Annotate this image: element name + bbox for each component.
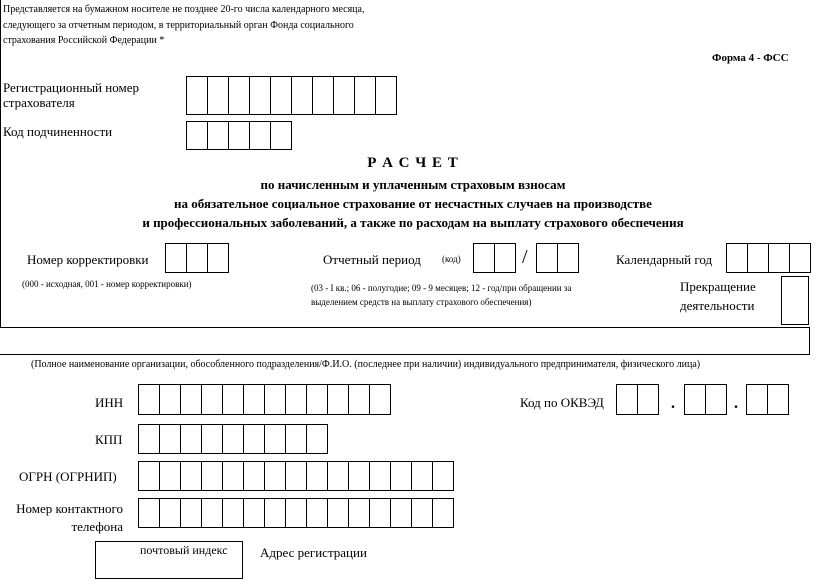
calendar-year-boxes[interactable]: [726, 243, 811, 273]
kpp-boxes[interactable]: [138, 424, 328, 454]
correction-cell[interactable]: [165, 243, 187, 273]
form-name: Форма 4 - ФСС: [712, 52, 789, 64]
kpp-cell[interactable]: [201, 424, 223, 454]
inn-boxes[interactable]: [138, 384, 391, 415]
report-period-label: Отчетный период: [323, 252, 421, 267]
okved-cell[interactable]: [746, 384, 768, 415]
ogrn-cell[interactable]: [390, 461, 412, 491]
inn-cell[interactable]: [243, 384, 265, 415]
form-subtitle-line: и профессиональных заболеваний, а также по расходам на выплату страхового обеспечения: [142, 215, 684, 230]
calendar-year-cell[interactable]: [726, 243, 748, 273]
inn-label: ИНН: [95, 395, 124, 410]
calendar-year-cell[interactable]: [768, 243, 790, 273]
okved-cell[interactable]: [767, 384, 789, 415]
calendar-year-label: Календарный год: [616, 252, 713, 267]
ogrn-cell[interactable]: [306, 461, 328, 491]
inn-cell[interactable]: [180, 384, 202, 415]
kpp-cell[interactable]: [285, 424, 307, 454]
kpp-cell[interactable]: [243, 424, 265, 454]
phone-cell[interactable]: [243, 498, 265, 528]
ogrn-label: ОГРН (ОГРНИП): [19, 469, 117, 484]
ogrn-cell[interactable]: [159, 461, 181, 491]
okved-dot: .: [671, 395, 675, 412]
reg-number-cell[interactable]: [249, 76, 271, 115]
reg-number-cell[interactable]: [291, 76, 313, 115]
organization-name-field[interactable]: [0, 327, 810, 355]
phone-cell[interactable]: [369, 498, 391, 528]
subordination-label: Код подчиненности: [3, 124, 113, 139]
subordination-cell[interactable]: [228, 121, 250, 150]
form-subtitle-line: на обязательное социальное страхование от несчастных случаев на производстве: [174, 196, 652, 211]
inn-cell[interactable]: [369, 384, 391, 415]
correction-label: Номер корректировки: [27, 252, 149, 267]
inn-cell[interactable]: [264, 384, 286, 415]
reg-number-cell[interactable]: [333, 76, 355, 115]
kpp-cell[interactable]: [222, 424, 244, 454]
kpp-cell[interactable]: [180, 424, 202, 454]
termination-label: [680, 279, 756, 313]
organization-name-caption: (Полное наименование организации, обособленного подразделения/Ф.И.О. (последнее при наличии) индивидуального предпринимателя, физического лица): [31, 359, 701, 370]
ogrn-cell[interactable]: [369, 461, 391, 491]
okved-dot: .: [734, 395, 738, 412]
period-hint-line: выделением средств на выплату страхового обеспечения): [311, 297, 532, 307]
reg-number-cell[interactable]: [354, 76, 376, 115]
phone-cell[interactable]: [138, 498, 160, 528]
correction-hint: (000 - исходная, 001 - номер корректировки): [22, 279, 192, 289]
ogrn-cell[interactable]: [201, 461, 223, 491]
reg-number-cell[interactable]: [228, 76, 250, 115]
okved-label: Код по ОКВЭД: [520, 395, 604, 410]
okved-cell[interactable]: [637, 384, 659, 415]
inn-cell[interactable]: [327, 384, 349, 415]
subordination-cell[interactable]: [207, 121, 229, 150]
phone-boxes[interactable]: [138, 498, 454, 528]
ogrn-cell[interactable]: [348, 461, 370, 491]
ogrn-cell[interactable]: [243, 461, 265, 491]
period-hint-line: (03 - I кв.; 06 - полугодие; 09 - 9 месяцев; 12 - год/при обращении за: [311, 283, 572, 293]
inn-cell[interactable]: [201, 384, 223, 415]
inn-cell[interactable]: [348, 384, 370, 415]
report-period-boxes[interactable]: [473, 243, 516, 273]
phone-cell[interactable]: [222, 498, 244, 528]
correction-cell[interactable]: [186, 243, 208, 273]
phone-cell[interactable]: [285, 498, 307, 528]
phone-cell[interactable]: [348, 498, 370, 528]
phone-label-line: Номер контактного: [16, 501, 123, 516]
inn-cell[interactable]: [138, 384, 160, 415]
inn-cell[interactable]: [285, 384, 307, 415]
period-slash: /: [522, 246, 528, 268]
calendar-year-cell[interactable]: [747, 243, 769, 273]
inn-cell[interactable]: [159, 384, 181, 415]
okved-cell[interactable]: [684, 384, 706, 415]
reg-number-label: Регистрационный номер страхователя: [3, 80, 139, 110]
ogrn-boxes[interactable]: [138, 461, 454, 491]
reg-number-cell[interactable]: [207, 76, 229, 115]
reg-number-boxes[interactable]: [186, 76, 397, 115]
subordination-cell[interactable]: [249, 121, 271, 150]
phone-cell[interactable]: [159, 498, 181, 528]
phone-cell[interactable]: [180, 498, 202, 528]
correction-boxes[interactable]: [165, 243, 229, 273]
ogrn-cell[interactable]: [222, 461, 244, 491]
phone-cell[interactable]: [201, 498, 223, 528]
phone-cell[interactable]: [264, 498, 286, 528]
kpp-cell[interactable]: [138, 424, 160, 454]
ogrn-cell[interactable]: [285, 461, 307, 491]
okved-boxes-2[interactable]: [684, 384, 727, 415]
reg-number-cell[interactable]: [312, 76, 334, 115]
reg-number-cell[interactable]: [270, 76, 292, 115]
subordination-cell[interactable]: [186, 121, 208, 150]
period-code-label: (код): [442, 254, 461, 264]
ogrn-cell[interactable]: [138, 461, 160, 491]
form-subtitle-line: по начисленным и уплаченным страховым взносам: [260, 177, 566, 192]
phone-cell[interactable]: [411, 498, 433, 528]
phone-label: [9, 501, 123, 534]
submission-note-line: следующего за отчетным периодом, в территориальный орган Фонда социального: [3, 19, 354, 31]
registration-address-label: Адрес регистрации: [260, 545, 367, 560]
kpp-label: КПП: [95, 432, 123, 447]
inn-cell[interactable]: [306, 384, 328, 415]
termination-label-line: деятельности: [680, 298, 755, 313]
reg-number-cell[interactable]: [186, 76, 208, 115]
postal-index-label: почтовый индекс: [140, 543, 228, 557]
okved-cell[interactable]: [705, 384, 727, 415]
calendar-year-cell[interactable]: [789, 243, 811, 273]
subordination-cell[interactable]: [270, 121, 292, 150]
ogrn-cell[interactable]: [180, 461, 202, 491]
termination-label-line: Прекращение: [680, 279, 756, 294]
report-period-cell[interactable]: [473, 243, 495, 273]
phone-label-line: телефона: [71, 519, 123, 534]
ogrn-cell[interactable]: [327, 461, 349, 491]
report-period-cell[interactable]: [494, 243, 516, 273]
submission-note-line: Представляется на бумажном носителе не позднее 20-го числа календарного месяца,: [3, 4, 365, 15]
form-title: Р А С Ч Е Т: [367, 155, 459, 171]
ogrn-cell[interactable]: [411, 461, 433, 491]
reg-number-cell[interactable]: [375, 76, 397, 115]
phone-cell[interactable]: [306, 498, 328, 528]
phone-cell[interactable]: [390, 498, 412, 528]
period-request-boxes[interactable]: [536, 243, 579, 273]
kpp-cell[interactable]: [306, 424, 328, 454]
okved-boxes-3[interactable]: [746, 384, 789, 415]
termination-checkbox[interactable]: [781, 276, 809, 325]
period-request-cell[interactable]: [557, 243, 579, 273]
ogrn-cell[interactable]: [432, 461, 454, 491]
inn-cell[interactable]: [222, 384, 244, 415]
ogrn-cell[interactable]: [264, 461, 286, 491]
kpp-cell[interactable]: [159, 424, 181, 454]
phone-cell[interactable]: [432, 498, 454, 528]
kpp-cell[interactable]: [264, 424, 286, 454]
period-request-cell[interactable]: [536, 243, 558, 273]
subordination-boxes[interactable]: [186, 121, 292, 150]
okved-cell[interactable]: [616, 384, 638, 415]
submission-note-line: страхования Российской Федерации *: [3, 35, 165, 46]
submission-note: [3, 2, 364, 49]
correction-cell[interactable]: [207, 243, 229, 273]
okved-boxes-1[interactable]: [616, 384, 659, 415]
phone-cell[interactable]: [327, 498, 349, 528]
